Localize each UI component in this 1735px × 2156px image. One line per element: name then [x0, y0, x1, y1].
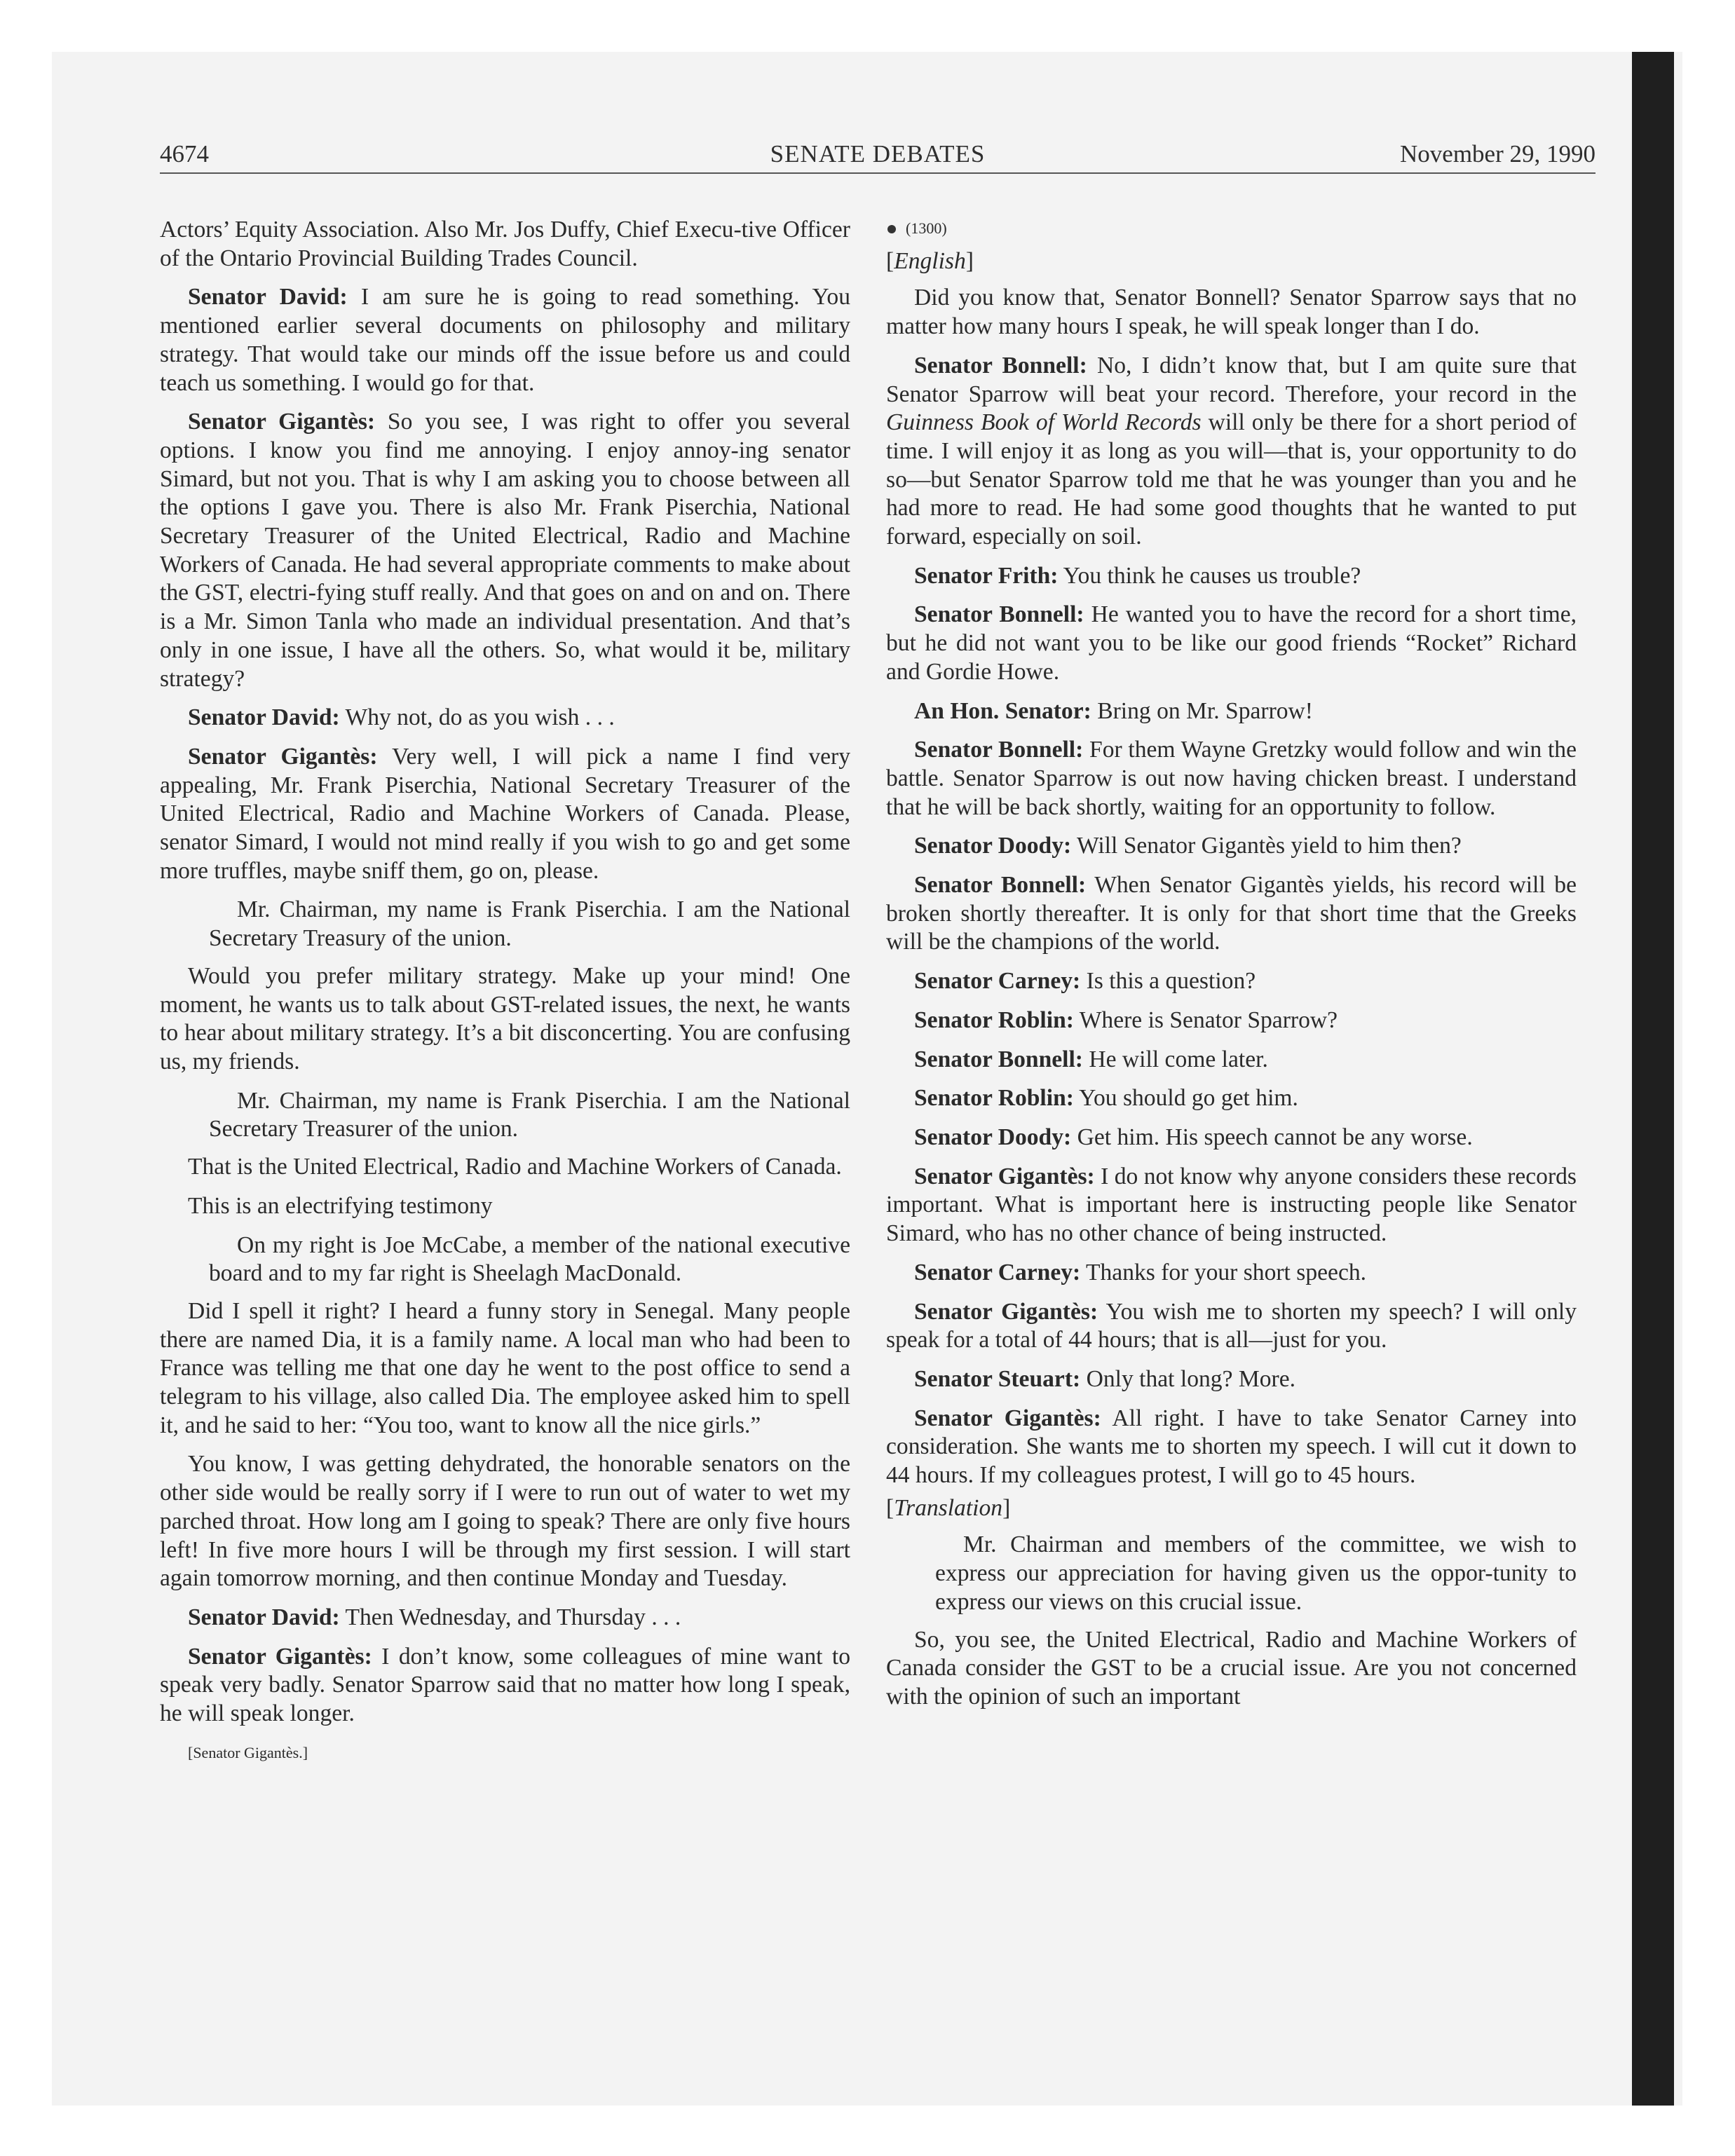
speaker-name: Senator Bonnell: [914, 1046, 1083, 1072]
speech-text: No, I didn’t know that, but I am quite sure that Senator Sparrow will beat your record. Therefore, your record in the [886, 352, 1577, 407]
speaker-name: Senator Gigantès: [188, 409, 376, 435]
speaker-name: Senator Gigantès: [914, 1298, 1098, 1325]
speech-text: All right. I have to take Senator Carney into consideration. She wants me to shorten my speech. I will cut it down to 44 hours. If my colleagues protest, I will go to 45 hours. [886, 1405, 1577, 1489]
bullet-icon [887, 225, 896, 233]
speaker-name: Senator David: [188, 284, 348, 311]
speech-text: Get him. His speech cannot be any worse. [1071, 1124, 1473, 1150]
page-number: 4674 [160, 140, 209, 168]
speech-paragraph [886, 832, 1577, 861]
paragraph: You know, I was getting dehydrated, the honorable senators on the other side would be really sorry if I were to run out of water to wet my parched throat. How long am I going to speak? There are only five hours left! In five more hours I will be through my first session. I will start again tomorrow morning, and then continue Monday and Tuesday. [160, 1451, 850, 1592]
speaker-name: Senator David: [188, 704, 340, 731]
speech-text: He wanted you to have the record for a short time, but he did not want you to be like our good friends “Rocket” Richard and Gordie Howe. [886, 601, 1577, 685]
speech-paragraph [886, 871, 1577, 957]
paragraph: Would you prefer military strategy. Make up your mind! One moment, he wants us to talk about GST-related issues, the next, he wants to hear about military strategy. It’s a bit disconcerting. You are confusing us, my friends. [160, 962, 850, 1074]
speech-paragraph [886, 1124, 1577, 1152]
speech-paragraph [886, 1163, 1577, 1248]
speech-paragraph [886, 352, 1577, 552]
speech-paragraph [886, 1259, 1577, 1288]
page-title: SENATE DEBATES [770, 140, 986, 168]
book-title: Guinness Book of World Records [886, 409, 1202, 436]
speech-paragraph [886, 967, 1577, 996]
speaker-continuation-note: [Senator Gigantès.] [188, 1743, 308, 1761]
speech-text: Is this a question? [1080, 968, 1256, 995]
language-marker: [English] [886, 247, 974, 274]
speech-paragraph [886, 1365, 1577, 1394]
speech-paragraph [886, 1405, 1577, 1490]
speech-text: I don’t know, some colleagues of mine want to speak very badly. Senator Sparrow said that no matter how long I speak, he will speak longer. [160, 1643, 850, 1727]
speaker-name: Senator Bonnell: [914, 601, 1084, 628]
speech-text: Will Senator Gigantès yield to him then? [1071, 833, 1462, 859]
speech-text: So you see, I was right to offer you several options. I know you find me annoying. I enjoy annoy-ing senator Simard, but not you. That is why I am asking you to choose between all the options I gave you. There is also Mr. Frank Piserchia, National Secretary Treasurer of the United Electrical, Radio and Machine Workers of Canada. He had several appropriate comments to make about the GST, electri-fying stuff really. And that goes on and on and on. There is a Mr. Simon Tanla who made an individual presentation. And that’s only in one issue, I have all the others. So, what would it be, military strategy? [160, 409, 850, 692]
paragraph: This is an electrifying testimony [188, 1192, 493, 1219]
speech-text: Where is Senator Sparrow? [1073, 1007, 1338, 1033]
speech-text: Thanks for your short speech. [1080, 1259, 1367, 1285]
speech-text: will only be there for a short period of time. I will enjoy it as long as you will—that is, your opportunity to do so—but Senator Sparrow told me that he was younger than you and he had more to read. He had some good thoughts that he wanted to put forward, especially on soil. [886, 409, 1577, 550]
speech-text: Why not, do as you wish . . . [339, 704, 615, 731]
page-date: November 29, 1990 [1400, 140, 1595, 168]
time-marker-text: (1300) [906, 219, 947, 237]
speaker-name: Senator Bonnell: [914, 872, 1087, 899]
speech-text: You should go get him. [1073, 1085, 1298, 1112]
speech-text: When Senator Gigantès yields, his record will be broken shortly thereafter. It is only for that short time that the Greeks will be the champions of the world. [886, 872, 1577, 955]
speaker-name: Senator Carney: [914, 1259, 1081, 1285]
language-marker: [Translation] [886, 1494, 1011, 1521]
paragraph: So, you see, the United Electrical, Radio and Machine Workers of Canada consider the GST to be a crucial issue. Are you not concerned with the opinion of such an important [886, 1626, 1577, 1710]
speaker-name: Senator Doody: [914, 1124, 1072, 1150]
speech-paragraph [886, 601, 1577, 686]
speaker-name: Senator Carney: [914, 968, 1081, 995]
speech-paragraph [160, 1604, 850, 1632]
speaker-name: Senator Roblin: [914, 1085, 1074, 1112]
language-marker-text: English [894, 247, 966, 274]
speech-paragraph [886, 1007, 1577, 1035]
speech-paragraph [160, 743, 850, 886]
scan-edge-bar [1632, 52, 1674, 2106]
speech-paragraph [160, 704, 850, 732]
block-quote: Mr. Chairman, my name is Frank Piserchia. I am the National Secretary Treasurer of the union. [209, 1087, 850, 1142]
speech-text: Only that long? More. [1080, 1365, 1296, 1392]
speech-paragraph [160, 1643, 850, 1728]
paragraph: That is the United Electrical, Radio and Machine Workers of Canada. [188, 1154, 842, 1180]
speaker-name: An Hon. Senator: [914, 697, 1091, 724]
speaker-name: Senator Roblin: [914, 1007, 1074, 1033]
speech-text: You wish me to shorten my speech? I will only speak for a total of 44 hours; that is all—just for you. [886, 1298, 1577, 1353]
speaker-name: Senator Gigantès: [914, 1405, 1101, 1431]
speaker-name: Senator Frith: [914, 562, 1059, 589]
speech-paragraph [886, 1084, 1577, 1113]
page-header [160, 140, 1595, 174]
speaker-name: Senator Doody: [914, 833, 1072, 859]
block-quote: On my right is Joe McCabe, a member of the national executive board and to my far right is Sheelagh MacDonald. [209, 1231, 850, 1287]
speech-text: Very well, I will pick a name I find very appealing, Mr. Frank Piserchia, National Secretary Treasurer of the United Electrical, Radio and Machine Workers of Canada. Please, senator Simard, I would not mind really if you wish to go and get some more truffles, maybe sniff them, go on, please. [160, 743, 850, 884]
speech-paragraph [886, 736, 1577, 821]
speech-text: I do not know why anyone considers these records important. What is important here is instructing people like Senator Simard, who has no other chance of being instructed. [886, 1163, 1577, 1247]
speaker-name: Senator Gigantès: [914, 1163, 1095, 1189]
block-quote: Mr. Chairman, my name is Frank Piserchia. I am the National Secretary Treasury of the union. [209, 896, 850, 952]
speaker-name: Senator Steuart: [914, 1365, 1081, 1392]
speech-text: Bring on Mr. Sparrow! [1091, 697, 1313, 724]
paragraph: Actors’ Equity Association. Also Mr. Jos Duffy, Chief Execu-tive Officer of the Ontario Provincial Building Trades Council. [160, 217, 850, 271]
speech-paragraph [886, 1046, 1577, 1074]
time-marker [886, 214, 1577, 243]
left-column [160, 216, 850, 1767]
speech-paragraph [160, 408, 850, 693]
speech-text: I am sure he is going to read something. You mentioned earlier several documents on philosophy and military strategy. That would take our minds off the issue before us and could teach us something. I would go for that. [160, 284, 851, 396]
paragraph: Did you know that, Senator Bonnell? Senator Sparrow says that no matter how many hours I speak, he will speak longer than I do. [886, 285, 1577, 340]
speaker-name: Senator Gigantès: [188, 743, 378, 770]
speaker-name: Senator Bonnell: [914, 352, 1087, 378]
speech-text: For them Wayne Gretzky would follow and win the battle. Senator Sparrow is out now having chicken breast. I understand that he will be back shortly, waiting for an opportunity to follow. [886, 737, 1577, 820]
speech-paragraph [886, 697, 1577, 726]
header-rule [160, 172, 1595, 174]
speaker-name: Senator David: [188, 1604, 340, 1630]
speech-text: Then Wednesday, and Thursday . . . [339, 1604, 681, 1630]
speaker-name: Senator Bonnell: [914, 737, 1084, 763]
language-marker-text: Translation [894, 1494, 1003, 1521]
speech-paragraph [886, 1298, 1577, 1355]
speech-text: He will come later. [1082, 1046, 1268, 1072]
speech-paragraph [886, 562, 1577, 591]
paragraph: Did I spell it right? I heard a funny story in Senegal. Many people there are named Dia, it is a family name. A local man who had been to France was telling me that one day he went to the post office to send a telegram to his village, also called Dia. The employee asked him to spell it, and he said to her: “You too, want to know all the nice girls.” [160, 1297, 850, 1438]
speaker-name: Senator Gigantès: [188, 1643, 372, 1670]
speech-paragraph [160, 283, 850, 397]
right-column [886, 214, 1577, 1722]
speech-text: You think he causes us trouble? [1058, 562, 1361, 589]
block-quote: Mr. Chairman and members of the committee, we wish to express our appreciation for having given us the oppor-tunity to express our views on this crucial issue. [935, 1531, 1577, 1615]
